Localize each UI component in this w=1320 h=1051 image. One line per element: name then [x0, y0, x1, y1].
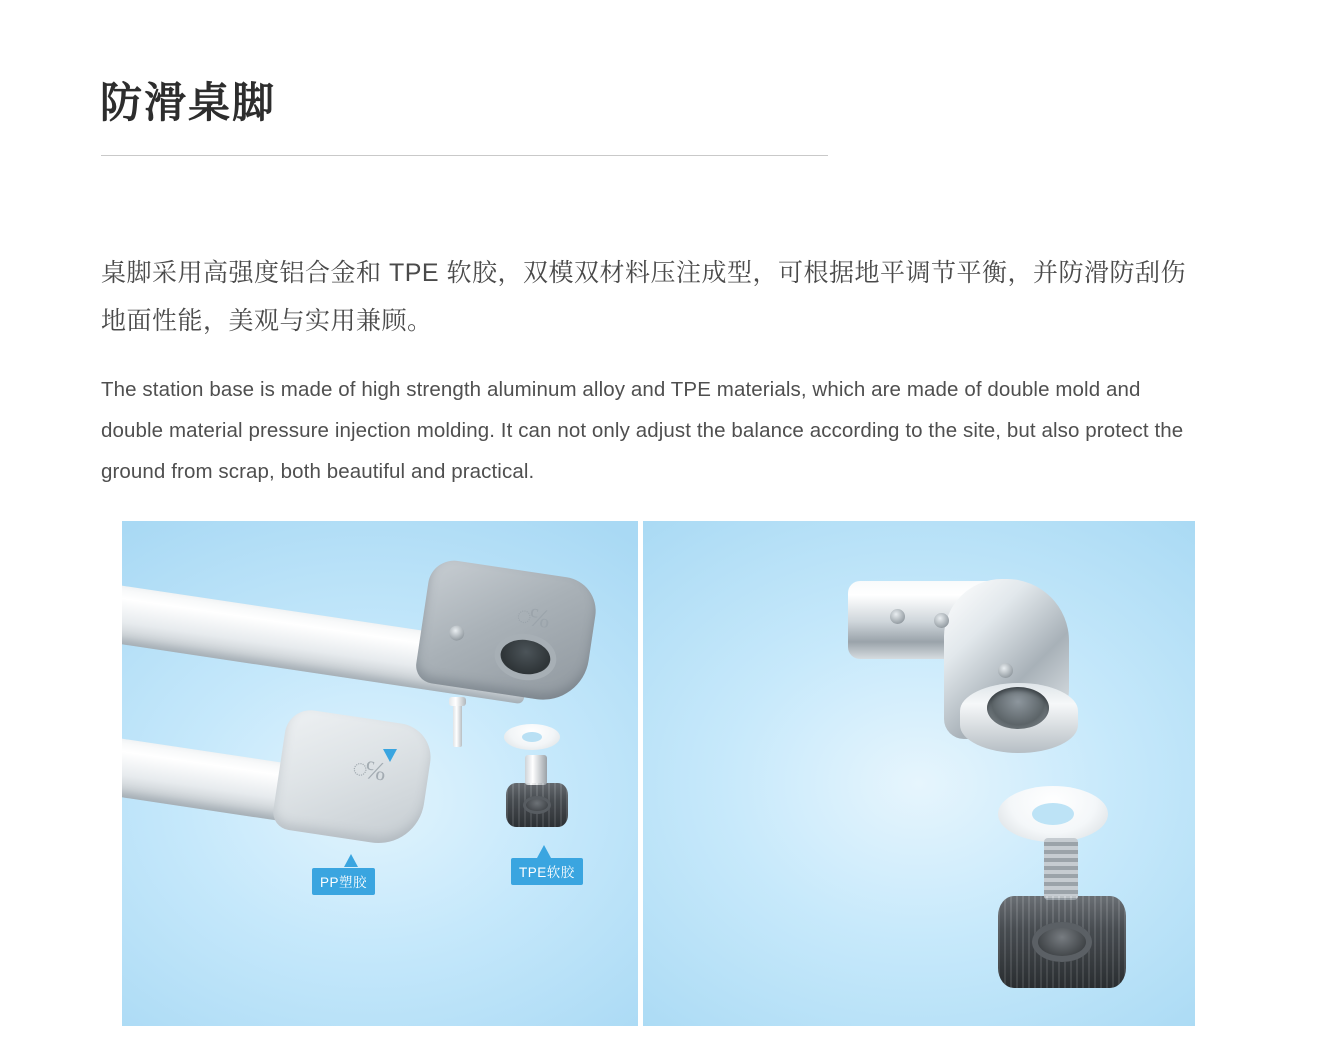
washer-right	[998, 786, 1108, 842]
mounting-hole-upper	[498, 636, 552, 677]
aluminum-elbow-joint	[848, 571, 1063, 776]
bolt-hole-icon	[890, 609, 905, 624]
adjuster-knob-right	[998, 896, 1126, 988]
description-english: The station base is made of high strength aluminum alloy and TPE materials, which are made of double mold and double material pressure injection molding. It can not only adjust the balance according to the site, but also protect the ground from scrap, both beautiful and practical.	[101, 377, 1184, 483]
label-tpe-rubber: TPE软胶	[511, 858, 583, 885]
page-title: 防滑桌脚	[100, 79, 277, 127]
washer-left	[504, 724, 560, 750]
screw-head-icon	[448, 625, 465, 642]
callout-arrow-pp-tip	[344, 854, 358, 867]
title-divider	[101, 155, 828, 156]
callout-arrow-tpe	[537, 845, 551, 858]
foot-bracket-upper	[414, 557, 601, 706]
product-figure	[122, 521, 1195, 1026]
bolt-hole-icon	[998, 663, 1013, 678]
label-pp-plastic: PP塑胶	[312, 868, 375, 895]
adjuster-knob-left	[506, 783, 568, 827]
foot-bracket-lower	[271, 707, 435, 850]
figure-panel-left	[122, 521, 638, 1026]
small-screw	[453, 703, 462, 747]
brand-logo-icon: ◌℅	[514, 600, 550, 634]
figure-panel-right	[643, 521, 1195, 1026]
brand-logo-icon: ◌℅	[350, 752, 386, 787]
callout-arrow-pp	[383, 749, 397, 762]
knob-ridges	[506, 783, 568, 827]
bolt-hole-icon	[934, 613, 949, 628]
threaded-bore	[987, 687, 1049, 729]
description-chinese: 桌脚采用高强度铝合金和 TPE 软胶，双模双材料压注成型，可根据地平调节平衡，并防滑防刮伤地面性能，美观与实用兼顾。	[101, 259, 1187, 335]
knob-ridges	[998, 896, 1126, 988]
